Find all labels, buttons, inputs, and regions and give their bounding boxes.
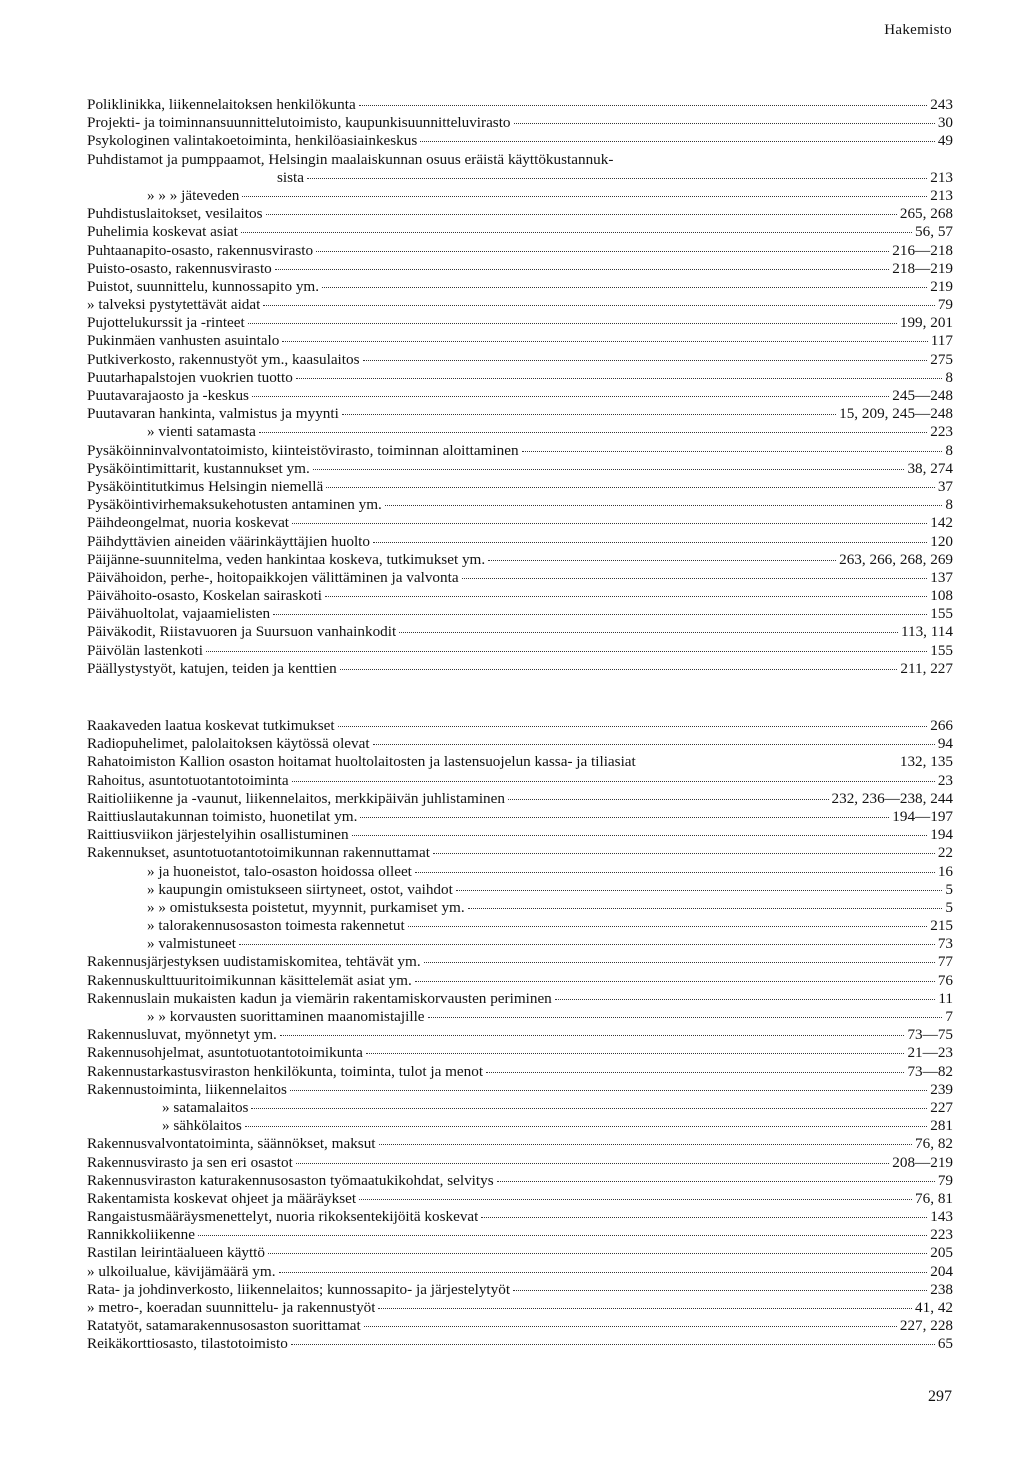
index-entry-pages: 79 <box>937 1171 953 1189</box>
dot-leader <box>468 908 943 909</box>
dot-leader <box>273 614 927 615</box>
index-entry <box>87 96 953 114</box>
dot-leader <box>338 726 928 727</box>
dot-leader <box>248 323 897 324</box>
index-entry <box>87 899 953 917</box>
index-entry-pages: 22 <box>937 844 953 862</box>
index-entry-pages: 8 <box>945 368 953 386</box>
index-entry-pages: 8 <box>945 496 953 514</box>
index-entry <box>87 314 953 332</box>
index-entry-label: Rangaistusmääräysmenettelyt, nuoria rikoksentekijöitä koskevat <box>87 1208 479 1226</box>
index-entry-label: Puisto-osasto, rakennusvirasto <box>87 259 272 277</box>
index-entry <box>87 260 953 278</box>
index-entry-pages: 275 <box>930 350 953 368</box>
index-entry <box>87 1190 953 1208</box>
index-entry-label: Puhelimia koskevat asiat <box>87 223 238 241</box>
index-entry-pages: 266 <box>930 717 953 734</box>
index-entry <box>87 1263 953 1281</box>
index-entry-pages: 265, 268 <box>899 205 953 223</box>
index-entry <box>87 1335 953 1353</box>
dot-leader <box>325 596 927 597</box>
index-entry-label: Pujottelukurssit ja -rinteet <box>87 314 245 332</box>
dot-leader <box>251 1108 927 1109</box>
index-entry-pages: 218—219 <box>892 259 953 277</box>
index-entry <box>87 332 953 350</box>
index-entry-label: » kaupungin omistukseen siirtyneet, ostot, vaihdot <box>147 880 453 898</box>
index-entry-label: Pysäköintitutkimus Helsingin niemellä <box>87 477 324 495</box>
dot-leader <box>514 123 935 124</box>
index-entry-pages: 213 <box>930 168 953 186</box>
index-entry-pages: 155 <box>930 641 953 659</box>
dot-leader <box>296 1163 889 1164</box>
index-entry-label: Poliklinikka, liikennelaitoksen henkilökunta <box>87 96 356 113</box>
index-entry-label: Päiväkodit, Riistavuoren ja Suursuon vanhainkodit <box>87 623 397 641</box>
index-entry-pages: 76, 81 <box>915 1189 953 1207</box>
index-entry-pages: 73—75 <box>907 1026 953 1044</box>
index-entry-label: Puistot, suunnittelu, kunnossapito ym. <box>87 277 320 295</box>
index-entry-label: Raakaveden laatua koskevat tutkimukset <box>87 717 335 734</box>
dot-leader <box>420 141 935 142</box>
index-entry-label: » satamalaitos <box>162 1098 249 1116</box>
index-entry-pages: 227 <box>930 1098 953 1116</box>
index-entry-label: » valmistuneet <box>147 935 236 953</box>
index-entry-label: » metro-, koeradan suunnittelu- ja rakennustyöt <box>87 1299 376 1316</box>
index-entry-pages: 5 <box>945 898 953 916</box>
index-entry <box>87 460 953 478</box>
dot-leader <box>280 1035 905 1036</box>
dot-leader <box>239 944 935 945</box>
index-entry-pages: 204 <box>930 1262 953 1280</box>
index-entry-label: » ulkoilualue, kävijämäärä ym. <box>87 1262 276 1280</box>
index-entry <box>87 551 953 569</box>
index-entry-label: » talveksi pystytettävät aidat <box>87 296 261 314</box>
index-entry <box>87 587 953 605</box>
dot-leader <box>259 432 927 433</box>
index-entry-pages: 94 <box>937 735 953 753</box>
index-entry-label: Putkiverkosto, rakennustyöt ym., kaasulaitos <box>87 350 360 368</box>
index-entry-pages: 30 <box>937 114 953 132</box>
index-entry-pages: 194—197 <box>892 807 953 825</box>
index-entry <box>87 844 953 862</box>
dot-leader <box>206 651 927 652</box>
index-entry-label: Pukinmäen vanhusten asuintalo <box>87 332 280 350</box>
dot-leader <box>268 1253 927 1254</box>
index-entry-label: Puhdistamot ja pumppaamot, Helsingin maalaiskunnan osuus eräistä käyttökustannuk- <box>87 150 614 168</box>
index-entry-label: Päivähoito-osasto, Koskelan sairaskoti <box>87 587 322 605</box>
index-entry <box>87 187 953 205</box>
index-entry <box>87 1008 953 1026</box>
index-entry <box>87 935 953 953</box>
index-entry-label: Puutavaran hankinta, valmistus ja myynti <box>87 405 339 423</box>
index-entry-label: Rahatoimiston Kallion osaston hoitamat huoltolaitosten ja lastensuojelun kassa- ja tiliasiat <box>87 753 636 771</box>
index-entry-label: Rakennuskulttuuritoimikunnan käsittelemät asiat ym. <box>87 971 412 989</box>
dot-leader <box>366 1053 905 1054</box>
index-entry-pages: 205 <box>930 1244 953 1262</box>
index-entry-pages: 16 <box>937 862 953 880</box>
index-entry <box>87 642 953 660</box>
index-entry <box>87 1117 953 1135</box>
index-entry <box>87 863 953 881</box>
index-entry-label: Pysäköinninvalvontatoimisto, kiinteistövirasto, toiminnan aloittaminen <box>87 441 519 459</box>
index-entry-pages: 208—219 <box>892 1153 953 1171</box>
index-entry-pages: 38, 274 <box>907 459 953 477</box>
index-entry-label: Psykologinen valintakoetoiminta, henkilöasiainkeskus <box>87 132 418 150</box>
index-entry-pages: 137 <box>930 568 953 586</box>
index-entry-label: Rakennusvalvontatoiminta, säännökset, maksut <box>87 1135 376 1153</box>
index-entry <box>87 972 953 990</box>
index-entry-label: Projekti- ja toiminnansuunnittelutoimisto, kaupunkisuunnitteluvirasto <box>87 114 511 132</box>
index-entry-label: Rahoitus, asuntotuotantotoiminta <box>87 771 289 789</box>
index-entry-pages: 120 <box>930 532 953 550</box>
index-entry-label: Päivähoidon, perhe-, hoitopaikkojen välittäminen ja valvonta <box>87 568 459 586</box>
dot-leader <box>307 178 927 179</box>
index-entry-label: Rakennusviraston katurakennusosaston työmaatukikohdat, selvitys <box>87 1171 494 1189</box>
index-entry-label: Rakennustoiminta, liikennelaitos <box>87 1080 287 1098</box>
index-entry-label: Ratatyöt, satamarakennusosaston suorittamat <box>87 1317 361 1335</box>
index-entry-label: Reikäkorttiosasto, tilastotoimisto <box>87 1335 288 1353</box>
dot-leader <box>316 251 889 252</box>
index-entry <box>87 478 953 496</box>
index-entry <box>87 387 953 405</box>
dot-leader <box>486 1072 904 1073</box>
index-entry <box>87 169 953 187</box>
index-entry <box>87 514 953 532</box>
index-entry-pages: 263, 266, 268, 269 <box>839 550 953 568</box>
index-entry-pages: 194 <box>930 826 953 844</box>
dot-leader <box>399 632 898 633</box>
dot-leader <box>488 560 836 561</box>
dot-leader <box>555 999 936 1000</box>
index-entry-label: » » omistuksesta poistetut, myynnit, purkamiset ym. <box>147 898 465 916</box>
index-entry <box>87 1226 953 1244</box>
index-entry-label: Raitioliikenne ja -vaunut, liikennelaitos, merkkipäivän juhlistaminen <box>87 789 505 807</box>
index-entry-label: » » » jäteveden <box>147 186 240 204</box>
dot-leader <box>290 1090 927 1091</box>
index-entry-pages: 243 <box>930 96 953 113</box>
dot-leader <box>296 378 943 379</box>
dot-leader <box>359 1199 912 1200</box>
index-entry <box>87 1317 953 1335</box>
dot-leader <box>266 214 897 215</box>
index-entry-pages: 73—82 <box>907 1062 953 1080</box>
dot-leader <box>522 451 943 452</box>
dot-leader <box>292 781 935 782</box>
index-entry <box>87 205 953 223</box>
dot-leader <box>415 981 935 982</box>
dot-leader <box>242 196 927 197</box>
index-entry-pages: 281 <box>930 1117 953 1135</box>
index-entry <box>87 1135 953 1153</box>
dot-leader <box>415 872 935 873</box>
index-entry-pages: 216—218 <box>892 241 953 259</box>
dot-leader <box>456 890 943 891</box>
index-entry-pages: 73 <box>937 935 953 953</box>
dot-leader <box>424 962 935 963</box>
index-entry-pages: 79 <box>937 296 953 314</box>
index-entry-label: » vienti satamasta <box>147 423 256 441</box>
index-entry <box>87 496 953 514</box>
dot-leader <box>282 341 927 342</box>
index-entry-pages: 5 <box>945 880 953 898</box>
index-entry-label: Rannikkoliikenne <box>87 1226 195 1244</box>
index-entry-pages: 49 <box>937 132 953 150</box>
index-entry-pages: 219 <box>930 277 953 295</box>
index-entry <box>87 808 953 826</box>
dot-leader <box>263 305 934 306</box>
index-entry-label: Rakennustarkastusviraston henkilökunta, toiminta, tulot ja menot <box>87 1062 484 1080</box>
index-entry <box>87 1208 953 1226</box>
index-entry <box>87 1081 953 1099</box>
dot-leader <box>513 1290 927 1291</box>
index-entry <box>87 533 953 551</box>
index-entry <box>87 826 953 844</box>
index-entry-pages: 113, 114 <box>900 623 953 641</box>
index-entry-label: Rakentamista koskevat ohjeet ja määräykset <box>87 1189 357 1207</box>
index-entry-pages: 23 <box>937 771 953 789</box>
dot-leader <box>481 1217 927 1218</box>
dot-leader <box>428 1017 943 1018</box>
index-entry-label: Rakennukset, asuntotuotantotoimikunnan rakennuttamat <box>87 844 430 862</box>
index-entry-label: Raittiuslautakunnan toimisto, huonetilat ym. <box>87 807 358 825</box>
index-entry <box>87 605 953 623</box>
index-entry-pages: 155 <box>930 605 953 623</box>
dot-leader <box>373 542 927 543</box>
dot-leader <box>322 287 927 288</box>
dot-leader <box>360 817 889 818</box>
dot-leader <box>291 1344 935 1345</box>
index-entry <box>87 917 953 935</box>
index-entry-label: Rakennusvirasto ja sen eri osastot <box>87 1153 293 1171</box>
dot-leader <box>408 926 928 927</box>
index-entry-pages: 232, 236—238, 244 <box>831 789 953 807</box>
index-entry-pages: 76, 82 <box>915 1135 953 1153</box>
index-entry-label: Päivähuoltolat, vajaamielisten <box>87 605 271 623</box>
index-entry <box>87 296 953 314</box>
index-entry-label: Päivölän lastenkoti <box>87 641 203 659</box>
index-entry <box>87 423 953 441</box>
dot-leader <box>340 669 898 670</box>
dot-leader <box>378 1308 912 1309</box>
index-entry-label: Rakennusluvat, myönnetyt ym. <box>87 1026 277 1044</box>
index-entry-pages: 223 <box>930 423 953 441</box>
index-entry <box>87 1172 953 1190</box>
dot-leader <box>313 469 905 470</box>
index-entry-label: Rakennuslain mukaisten kadun ja viemärin rakentamiskorvausten periminen <box>87 989 552 1007</box>
index-entry-label: Puutarhapalstojen vuokrien tuotto <box>87 368 293 386</box>
index-entry <box>87 735 953 753</box>
index-entry <box>87 1299 953 1317</box>
index-entry <box>87 717 953 735</box>
index-entry-label: Rastilan leirintäalueen käyttö <box>87 1244 265 1262</box>
index-entry-pages: 108 <box>930 587 953 605</box>
index-entry <box>87 151 953 169</box>
index-entry <box>87 569 953 587</box>
index-entry <box>87 242 953 260</box>
index-entry-pages: 8 <box>945 441 953 459</box>
index-section-p <box>87 96 953 678</box>
index-entry-pages: 245—248 <box>892 387 953 404</box>
index-section-r <box>87 717 953 1354</box>
index-entry-pages: 215 <box>930 917 953 935</box>
index-entry-pages: 15, 209, 245—248 <box>839 405 953 423</box>
index-entry-pages: 143 <box>930 1208 953 1226</box>
index-entry-label: Pysäköintivirhemaksukehotusten antaminen ym. <box>87 496 382 514</box>
dot-leader <box>373 744 935 745</box>
index-entry-label: » » korvausten suorittaminen maanomistajille <box>147 1008 425 1025</box>
index-entry-pages: 76 <box>937 971 953 989</box>
dot-leader <box>364 1326 897 1327</box>
index-entry-pages: 213 <box>930 186 953 204</box>
index-entry <box>87 1063 953 1081</box>
dot-leader <box>252 396 889 397</box>
dot-leader <box>245 1126 927 1127</box>
index-entry-label: Radiopuhelimet, palolaitoksen käytössä olevat <box>87 735 370 753</box>
index-entry-label: Raittiusviikon järjestelyihin osallistuminen <box>87 826 349 844</box>
dot-leader <box>326 487 935 488</box>
index-entry <box>87 753 953 771</box>
index-entry <box>87 1154 953 1172</box>
index-entry-label: sista <box>277 168 305 186</box>
index-entry <box>87 623 953 641</box>
index-entry <box>87 772 953 790</box>
index-entry-pages: 239 <box>930 1080 953 1098</box>
index-entry-pages: 37 <box>937 477 953 495</box>
index-entry-pages: 227, 228 <box>899 1317 953 1335</box>
index-entry-label: Rakennusohjelmat, asuntotuotantotoimikunta <box>87 1044 363 1062</box>
index-entry <box>87 1026 953 1044</box>
index-entry-label: » talorakennusosaston toimesta rakennetut <box>147 917 405 935</box>
index-entry-label: Päihdyttävien aineiden väärinkäyttäjien huolto <box>87 532 370 550</box>
index-entry-pages: 11 <box>938 989 953 1007</box>
dot-leader <box>352 835 928 836</box>
dot-leader <box>433 853 935 854</box>
index-entry-pages: 211, 227 <box>900 659 953 677</box>
index-entry-pages: 132, 135 <box>899 753 953 771</box>
dot-leader <box>342 414 836 415</box>
dot-leader <box>379 1144 913 1145</box>
index-entry-pages: 56, 57 <box>915 223 953 241</box>
index-entry <box>87 990 953 1008</box>
index-entry <box>87 405 953 423</box>
dot-leader <box>275 269 889 270</box>
index-entry <box>87 223 953 241</box>
index-entry <box>87 660 953 678</box>
dot-leader <box>497 1181 935 1182</box>
dot-leader <box>462 578 928 579</box>
index-entry-pages: 142 <box>930 514 953 532</box>
dot-leader <box>279 1272 928 1273</box>
index-entry-pages: 77 <box>937 953 953 971</box>
index-entry-label: Pysäköintimittarit, kustannukset ym. <box>87 459 310 477</box>
index-entry <box>87 1281 953 1299</box>
dot-leader <box>292 523 927 524</box>
index-entry <box>87 351 953 369</box>
page-number: 297 <box>928 1388 952 1405</box>
index-entry-pages: 199, 201 <box>899 314 953 332</box>
index-entry-label: Päihdeongelmat, nuoria koskevat <box>87 514 290 532</box>
dot-leader <box>198 1235 927 1236</box>
page-header-title: Hakemisto <box>884 22 952 38</box>
index-entry-label: Rata- ja johdinverkosto, liikennelaitos; kunnossapito- ja järjestelytyöt <box>87 1280 511 1298</box>
index-entry-label: » ja huoneistot, talo-osaston hoidossa olleet <box>147 862 412 880</box>
index-entry <box>87 1099 953 1117</box>
index-entry <box>87 1244 953 1262</box>
index-entry-pages: 21—23 <box>907 1044 953 1062</box>
index-entry-label: Puhtaanapito-osasto, rakennusvirasto <box>87 241 314 259</box>
index-entry-pages: 41, 42 <box>915 1299 953 1316</box>
index-entry-label: Rakennusjärjestyksen uudistamiskomitea, tehtävät ym. <box>87 953 421 971</box>
index-entry <box>87 1044 953 1062</box>
dot-leader <box>508 799 829 800</box>
index-entry-pages: 238 <box>930 1280 953 1298</box>
dot-leader <box>385 505 943 506</box>
index-entry-label: Päällystystyöt, katujen, teiden ja kenttien <box>87 659 337 677</box>
dot-leader <box>241 232 912 233</box>
index-entry-pages: 65 <box>937 1335 953 1353</box>
index-entry-pages: 223 <box>930 1226 953 1244</box>
index-entry-label: Päijänne-suunnitelma, veden hankintaa koskeva, tutkimukset ym. <box>87 550 486 568</box>
index-entry <box>87 790 953 808</box>
dot-leader <box>359 105 928 106</box>
dot-leader <box>363 360 928 361</box>
index-entry <box>87 132 953 150</box>
index-entry <box>87 442 953 460</box>
index-entry-pages: 117 <box>930 332 953 350</box>
index-entry-label: Puutavarajaosto ja -keskus <box>87 387 249 404</box>
index-entry <box>87 369 953 387</box>
index-entry <box>87 953 953 971</box>
index-entry-label: » sähkölaitos <box>162 1117 242 1135</box>
index-entry-label: Puhdistuslaitokset, vesilaitos <box>87 205 263 223</box>
index-entry <box>87 881 953 899</box>
index-entry <box>87 278 953 296</box>
index-entry-pages: 7 <box>945 1008 953 1025</box>
index-entry <box>87 114 953 132</box>
